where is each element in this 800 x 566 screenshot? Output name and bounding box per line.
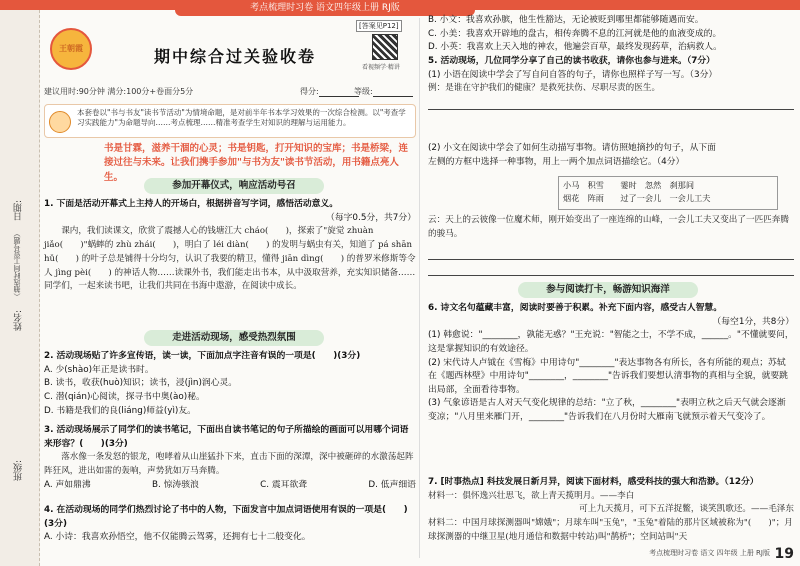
q4-option-a[interactable]: A. 小诗：我喜欢孙悟空，他不仅能腾云驾雾，还拥有七十二般变化。 (44, 532, 311, 543)
q4-continued (428, 14, 794, 110)
q6-score: （每空1分，共8分） (712, 316, 794, 327)
spine-name: 姓名: (14, 310, 24, 332)
qr-caption: 看视频学·精讲 (362, 64, 400, 71)
q2-option-b[interactable]: B. 读书，收获(huò)知识；读书，浸(jìn)润心灵。 (44, 378, 238, 389)
mascot-icon (49, 111, 71, 133)
q4-option-b[interactable]: B. 小文：我喜欢孙膑，他生性豁达，无论被贬到哪里都能够随遇而安。 (428, 15, 704, 25)
question-2 (44, 350, 416, 418)
q3-option-a[interactable]: A. 声如鼎沸 (44, 479, 91, 490)
q2-option-d[interactable]: D. 书籍是我们的良(liáng)师益(yì)友。 (44, 405, 196, 416)
q3-option-d[interactable]: D. 低声细语 (368, 479, 416, 490)
spine-note: （抽选时间工资号题） (13, 230, 21, 300)
word-box (558, 176, 778, 210)
exam-meta (44, 86, 416, 97)
q2-head: 2. 活动现场贴了许多宣传语，读一读，下面加点字注音有误的一项是( )(3分) (44, 351, 361, 361)
q1-score: （每字0.5分，共7分） (326, 212, 416, 223)
q7-head: 7. [时事热点] 科技发展日新月异，阅读下面材料，感受科技的强大和浩渺。（12分） (428, 477, 759, 487)
q5-1-example: 例：是谁在守护我们的健康？是救死扶伤、尽职尽责的医生。 (428, 83, 661, 94)
q1-body: 课内，我们读课文，欣赏了震撼人心的钱塘江大 cháo( )，探索了"旋觉 zhuàn jiǎo( )"蜗蟀的 zhù zhái( )，明白了 léi diàn( ) 的发明与蜗虫有关，知道了 pá shān hǔ( ) 的叶子总是铺得十分均匀，认识了我要的精卫，懂得 jiān dìng( ) 的普罗米修斯等令人 jìng pèi( ) 的神话人物……读课外书，我们能走出书本，从中汲取营养，充实知识储备……同学们，一起来读书吧，让我们共同在书海中遨游，在阅读中成长。 (44, 226, 416, 292)
question-3 (44, 424, 416, 492)
exam-info: 建议用时:90分钟 满分:100分+卷面分5分 (44, 87, 194, 96)
q1-head: 1. 下面是活动开幕式上主持人的开场白，根据拼音写字词，感悟活动意义。 (44, 199, 339, 209)
q5-2-answer-line-1[interactable] (428, 246, 794, 260)
q6-3: (3) 气象谚语是古人对天气变化规律的总结："立了秋，________"表明立秋之后天气就会逐渐变凉；"八月里来雁门开，________"告诉我们在八月份时大雁南飞就预示着天气变冷了。 (428, 398, 786, 422)
q4-option-c[interactable]: C. 小美：我喜欢开辟地的盘古，相传奔腾不息的江河就是他的血液变成的。 (428, 28, 722, 39)
score-label: 得分: (300, 87, 319, 96)
q2-option-c[interactable]: C. 潜(qián)心阅读，探寻书中奥(ào)秘。 (44, 391, 205, 402)
page-title: 期中综合过关验收卷 (154, 47, 317, 66)
q6-2: (2) 宋代诗人卢钺在《雪梅》中用诗句"________"表达事物各有所长，各有所能的观点；苏轼在《题西林壁》中用诗句"________，________"告诉我们要想认清事物的真相与全貌，就要跳出局部，全面看待事物。 (428, 357, 788, 395)
footer-text: 考点梳理时习卷 语文 四年级 上册 RJ版 (649, 549, 770, 557)
score-field[interactable] (319, 89, 359, 97)
column-divider (419, 18, 420, 558)
q5-head: 5. 活动现场，几位同学分享了自己的读书收获，请你也参与进来。（7分） (428, 55, 715, 66)
q5-2-example: 云：天上的云彼像一位魔术师，刚开始变出了一座连绵的山峰，一会儿工夫又变出了一匹匹奔腾的骏马。 (428, 215, 789, 239)
intro-text: 本套卷以"书与书友"读书节活动"为情境命题，是对前半年书本学习效果的一次综合检测。以"考查学习实践能力"为命题导向……考点梳理……精准考查学生对知识的理解与运用能力。 (77, 108, 406, 128)
q3-body: 落水像一条发怒的银龙，咆哮着从山崖猛扑下来，直击下面的深潭，深中被砸碎的水激荡起阵阵狂风，进出如雷的轰响，声势犹如万马奔腾。 (44, 452, 414, 476)
q7-material-1b: 可上九天揽月，可下五洋捉鳖，谈笑凯歌还。——毛泽东 (579, 504, 794, 515)
brand-logo: 王朝霞 (50, 28, 92, 70)
answer-ref: [答案见P12] (356, 20, 402, 32)
word-row-2: 烟花 阵雨 过了一会儿 一会儿工夫 (563, 193, 711, 204)
top-banner: 考点梳理时习卷 语文四年级上册 RJ版 (175, 0, 475, 16)
q3-option-c[interactable]: C. 震耳欲聋 (260, 479, 308, 490)
q3-head: 3. 活动现场展示了同学们的读书笔记，下面出自读书笔记的句子所描绘的画面可以用哪个词语来形容？( )(3分) (44, 425, 409, 449)
grade-field[interactable] (373, 89, 413, 97)
q4-option-d[interactable]: D. 小英：我喜欢上天入地的神农，他遍尝百草，最终发现药草，治病救人。 (428, 42, 722, 53)
left-column (44, 14, 416, 562)
word-row-1: 小马 积雪 霎时 忽然 刹那间 (563, 180, 695, 190)
question-6 (428, 302, 794, 425)
page-number: 19 (774, 546, 794, 562)
q2-option-a[interactable]: A. 少(shào)年正是读书时。 (44, 364, 154, 375)
question-1 (44, 198, 416, 294)
q7-material-2: 材料二：中国月球探测器叫"嫦娥"；月球车叫"玉兔"，"玉兔"着陆的那片区域被称为"( )"；月球探测器的中继卫星(地月通信和数据中转站)叫"鹊桥"；空间站叫"天 (428, 518, 793, 542)
question-7 (428, 476, 794, 545)
slogan: 书是甘霖，滋养干涸的心灵；书是钥匙，打开知识的宝库；书是桥梁，连接过往与未来。让我们携手参加"与书为友"读书节活动，用书籍点亮人生。 (104, 143, 409, 183)
q5-1-answer-line[interactable] (428, 96, 794, 110)
question-4 (44, 504, 416, 545)
section-2-header: 走进活动现场，感受热烈氛围 (144, 330, 324, 346)
q5-2-answer-line-2[interactable] (428, 262, 794, 276)
q6-head: 6. 诗文名句蕴藏丰富，阅读时要善于积累。补充下面内容，感受古人智慧。 (428, 303, 723, 313)
right-column (428, 14, 794, 562)
q6-1: (1) 韩愈说："________，孰能无惑？"王充说："智能之士，不学不成，______。"不懂就要问，这是掌握知识的有效途径。 (428, 330, 794, 354)
section-3-header: 参与阅读打卡，畅游知识海洋 (518, 282, 698, 298)
section-1-header: 参加开幕仪式，响应活动号召 (144, 178, 324, 194)
intro-box (44, 104, 416, 138)
spine-class: 班级: (14, 460, 24, 482)
q5-1: (1) 小语在阅读中学会了写自问自答的句子，请你也照样子写一写。（3分） (428, 69, 718, 80)
binding-spine (0, 10, 40, 566)
q3-options (44, 479, 416, 493)
q5-2: (2) 小文在阅读中学会了如何生动描写事物。请仿照她摘抄的句子，从下面左侧的方框中选择一种事物，用上一两个加点词语描绘它。（4分） (428, 143, 716, 167)
q4-head: 4. 在活动现场的同学们热烈讨论了书中的人物，下面发言中加点词语使用有误的一项是( )(3分) (44, 505, 408, 529)
spine-date: 日期: (14, 200, 24, 222)
qr-code-icon[interactable] (372, 34, 398, 60)
q3-option-b[interactable]: B. 惊涛骇浪 (151, 479, 199, 490)
q7-material-1: 材料一：俱怀逸兴壮思飞，欲上青天揽明月。——李白 (428, 490, 635, 501)
grade-label: 等级: (354, 87, 373, 96)
